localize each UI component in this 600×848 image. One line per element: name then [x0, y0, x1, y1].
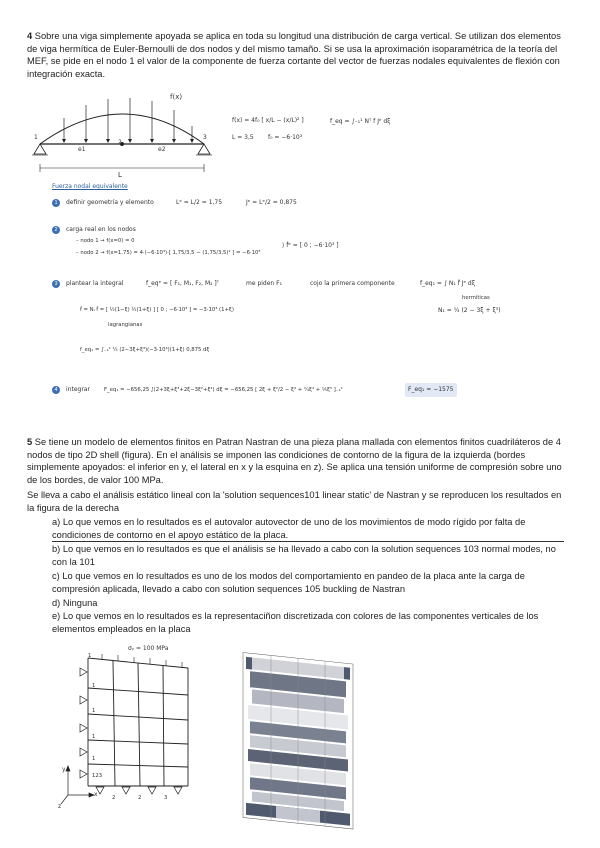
step-1-label: definir geometría y elemento	[66, 199, 154, 206]
element-2-label: e2	[158, 146, 166, 153]
question-4	[27, 30, 567, 80]
bc-label-corner: 123	[92, 773, 103, 779]
option-c[interactable]: c) Lo que vemos en lo resultados es uno de los modos del comportamiento en pandeo de la placa ante la carga de compresión aplicada, llevado a cabo con solution sequences 105 buckling de Nastran	[52, 571, 525, 594]
buckling-result-figure	[238, 650, 368, 830]
given-length: L = 3,5	[232, 134, 254, 141]
node-3-label: 3	[203, 134, 207, 141]
bc-label-4: 1	[92, 756, 96, 762]
question-text: Sobre una viga simplemente apoyada se aplica en toda su longitud una distribución de carga vertical. Se utilizan dos elementos de viga hermítica de Euler-Bernoulli de dos nodos y del mismo tamaño. Si se usa la aproximación isoparamétrica de la teoría del MEF, se pide en el nodo 1 el valor de la componente de fuerza cortante del vector de fuerzas nodales equivalentes de flexión con integración exacta.	[27, 31, 561, 79]
step-4-result: F_eq₁ = −1575	[408, 386, 454, 393]
step-2-badge: 2	[52, 226, 60, 234]
bc-label-bottom-1: 2	[112, 795, 116, 801]
bc-label-1: 1	[92, 683, 96, 689]
step-3-feq: f_eqᵉ = [ F₁, M₁, F₂, M₂ ]ᵀ	[146, 280, 220, 287]
step-3-lagrangianas: lagrangianas	[108, 322, 143, 328]
step-2-result: ⟩ f̂ᵉ = [ 0 ; −6·10³ ]	[282, 242, 339, 249]
step-2-node-1: – nodo 1 → f(x=0) = 0	[76, 238, 135, 244]
step-4-badge: 4	[52, 386, 60, 394]
axis-y-label: y	[62, 766, 66, 773]
bc-label-top: 1	[88, 653, 92, 659]
step-3-label: plantear la integral	[66, 280, 124, 287]
stress-label: σᵧ = 100 MPa	[128, 645, 169, 652]
given-f0: f₀ = −6·10³	[268, 134, 303, 141]
question-5	[27, 436, 567, 486]
step-1-le: Lᵉ = L/2 = 1,75	[176, 199, 223, 206]
question-number: 5	[27, 437, 33, 447]
bc-label-bottom-2: 2	[138, 795, 142, 801]
option-a[interactable]: a) Lo que vemos en lo resultados es el autovalor autovector de uno de los movimientos de modo rígido por falta de condiciones de contorno en el apoyo estático de la placa.	[52, 516, 564, 542]
step-3-badge: 3	[52, 280, 60, 288]
element-1-label: e1	[78, 146, 86, 153]
bc-label-2: 1	[92, 708, 96, 714]
step-4-label: integrar	[66, 386, 90, 393]
step-2-node-2: – nodo 2 → f(x=1,75) = 4·(−6·10³)·[ 1,75/3,5 − (1,75/3,5)² ] = −6·10³	[76, 250, 261, 256]
node-1-label: 1	[34, 134, 38, 141]
question-text: Se tiene un modelo de elementos finitos en Patran Nastran de una pieza plana mallada con elementos finitos cuadriláteros de 4 nodos de tipo 2D shell (figura). En el análisis se imponen las condiciones de contorno de la figura de la izquierda (bordes simplemente apoyados: el inferior en y, el lateral en x y la esquina en z). Se aplica una tensión uniforme de compresión sobre uno de los bordes, de valor 100 MPa.	[27, 437, 562, 485]
step-3-n1: N₁ = ¼ (2 − 3ξ + ξ³)	[438, 307, 501, 314]
step-3-feq1: f_eq₁ = ∫₋₁¹ ¼ (2−3ξ+ξ³)(−3·10³)(1+ξ) 0,875 dξ	[80, 347, 210, 353]
step-3-coge: cojo la primera componente	[310, 280, 395, 287]
node-2-label: 2	[118, 139, 122, 146]
bc-label-3: 1	[92, 734, 96, 740]
beam-diagram	[28, 86, 218, 186]
step-3-hermiticas: hermíticas	[462, 295, 490, 301]
option-e[interactable]: e) Lo que vemos en lo resultados es la representaciñon discretizada con colores de las componentes verticales de los elementos empleados en la placa	[52, 611, 539, 634]
step-3-integral: f_eq₁ = ∫ N₁ f̂ Jᵉ dξ	[420, 280, 476, 287]
step-3-piden: me piden F₁	[246, 280, 282, 287]
option-d[interactable]: d) Ninguna	[52, 598, 98, 608]
load-formula: f(x) = 4f₀ [ x/L − (x/L)² ]	[232, 117, 304, 124]
load-label: f(x)	[170, 93, 183, 101]
integral-formula: f_eq = ∫₋₁¹ Nᵀ f Jᵉ dξ	[330, 118, 391, 125]
step-3-fhat: f̂ = Nₗ f̂ = [ ½(1−ξ) ½(1+ξ) ] [ 0 ; −6·10³ ] = −3·10³ (1+ξ)	[80, 307, 234, 313]
bc-label-bottom-3: 3	[164, 795, 168, 801]
mesh-boundary-conditions-figure	[58, 640, 218, 810]
step-1-badge: 1	[52, 199, 60, 207]
axis-z-label: z	[58, 803, 62, 810]
step-4-expr: F_eq₁ = −656,25 ∫(2+3ξ+ξ³+2ξ−3ξ²+ξ⁴) dξ = −656,25 [ 2ξ + ξ²/2 − ξ³ + ¼ξ⁴ + ⅕ξ⁵ ]₋₁¹	[104, 387, 343, 393]
question-5-text-2: Se lleva a cabo el análisis estático lineal con la 'solution sequences101 linear static' de Nastran y se reproducen los resultados en la figura de la derecha	[27, 490, 562, 513]
length-label: L	[118, 171, 122, 179]
option-b[interactable]: b) Lo que vemos en lo resultados es que el análisis se ha llevado a cabo con la solution sequences 103 normal modes, no con la 101	[52, 544, 556, 567]
axis-x-label: x	[94, 791, 98, 798]
question-number: 4	[27, 31, 33, 41]
step-1-je: Jᵉ = Lᵉ/2 = 0,875	[246, 199, 297, 206]
notes-heading: Fuerza nodal equivalente	[52, 183, 128, 190]
step-2-label: carga real en los nodos	[66, 226, 136, 233]
